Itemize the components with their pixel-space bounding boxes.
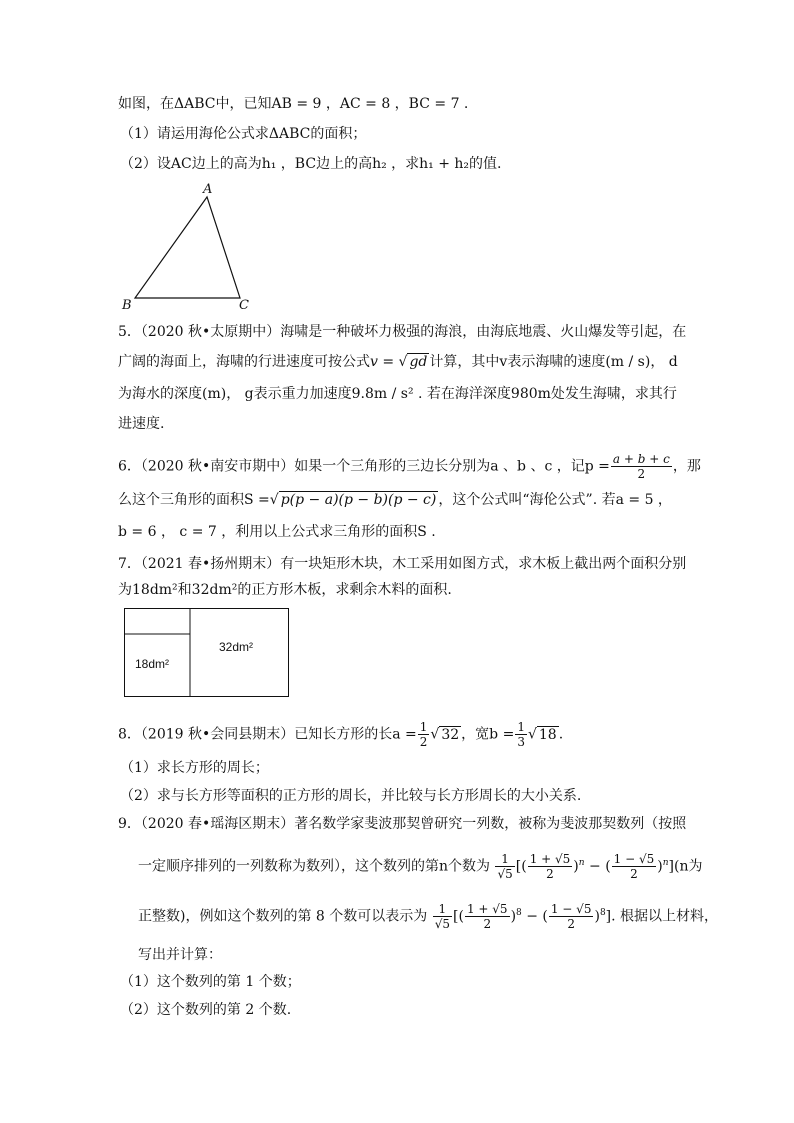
problem5-line2: 广阔的海面上，海啸的行进速度可按公式v = √ gd 计算，其中v表示海啸的速度(m / s)， d: [118, 354, 678, 370]
problem6-line3: b = 6 ， c = 7 ，利用以上公式求三角形的面积S .: [118, 524, 436, 540]
vertex-a-label: A: [203, 182, 213, 197]
vertex-b-label: B: [122, 298, 132, 313]
problem9-q2: （2）这个数列的第 2 个数.: [120, 1002, 292, 1018]
problem8-q1: （1）求长方形的周长；: [120, 760, 269, 776]
small-square-label: 18dm²: [135, 657, 170, 671]
problem7-line1: 7．（2021 春•扬州期末）有一块矩形木块，木工采用如图方式，求木板上截出两个面积分别: [118, 556, 687, 572]
wood-board-figure: [124, 608, 290, 700]
problem8-q2: （2）求与长方形等面积的正方形的周长，并比较与长方形周长的大小关系.: [120, 788, 582, 804]
problem5-line1: 5．（2020 秋•太原期中）海啸是一种破坏力极强的海浪，由海底地震、火山爆发等引起，在: [118, 324, 687, 340]
vertex-c-label: C: [239, 298, 249, 313]
big-square-label: 32dm²: [219, 640, 254, 654]
problem4-q1: （1）请运用海伦公式求ΔABC的面积；: [120, 126, 367, 142]
problem9-line3: 正整数)，例如这个数列的第 8 个数可以表示为 $\frac{1}{√5}$ [( $\frac{1 + √5}{2}$ )$^8$ − ( $\frac{1 - √5}{2}$ )$^8$]. 根据以上材料，: [138, 902, 719, 931]
p-fraction: $\frac{a + b + c}{2}$: [612, 452, 670, 481]
problem5-line4: 进速度.: [118, 416, 165, 432]
problem9-line4: 写出并计算：: [138, 947, 222, 963]
triangle-abc-figure: [118, 180, 268, 315]
problem8-line1: 8．（2019 秋•会同县期末）已知长方形的长a = $\frac{1}{2}$ √ 32 ，宽b = $\frac{1}{3}$ √ 18 .: [118, 720, 564, 749]
triangle-abc: [135, 197, 240, 298]
problem9-line2: 一定顺序排列的一列数称为数列），这个数列的第n个数为 $\frac{1}{√5}$ [( $\frac{1 + √5}{2}$ )$^n$ − ( $\frac{1 - √5}{2}$ )$^n$](n为: [138, 852, 703, 881]
problem9-q1: （1）这个数列的第 1 个数；: [120, 974, 301, 990]
problem6-line2: 么这个三角形的面积S =√ p(p − a)(p − b)(p − c) ，这个公式叫“海伦公式”. 若a = 5 ，: [118, 492, 672, 508]
problem4-intro: 如图，在ΔABC中，已知AB = 9 ，AC = 8 ，BC = 7 .: [118, 96, 469, 112]
problem4-q2: （2）设AC边上的高为h₁ ，BC边上的高h₂ ，求h₁ + h₂的值.: [120, 156, 502, 172]
problem6-line1: 6．（2020 秋•南安市期中）如果一个三角形的三边长分别为a 、b 、c ，记p = $\frac{a + b + c}{2}$ ，那: [118, 452, 701, 481]
board-outline: [125, 609, 289, 697]
problem5-line3: 为海水的深度(m)， g表示重力加速度9.8m / s² . 若在海洋深度980m处发生海啸，求其行: [118, 386, 677, 402]
problem9-line1: 9．（2020 春•瑶海区期末）著名数学家斐波那契曾研究一列数，被称为斐波那契数列（按照: [118, 816, 687, 832]
problem7-line2: 为18dm²和32dm²的正方形木板，求剩余木料的面积.: [118, 582, 452, 598]
